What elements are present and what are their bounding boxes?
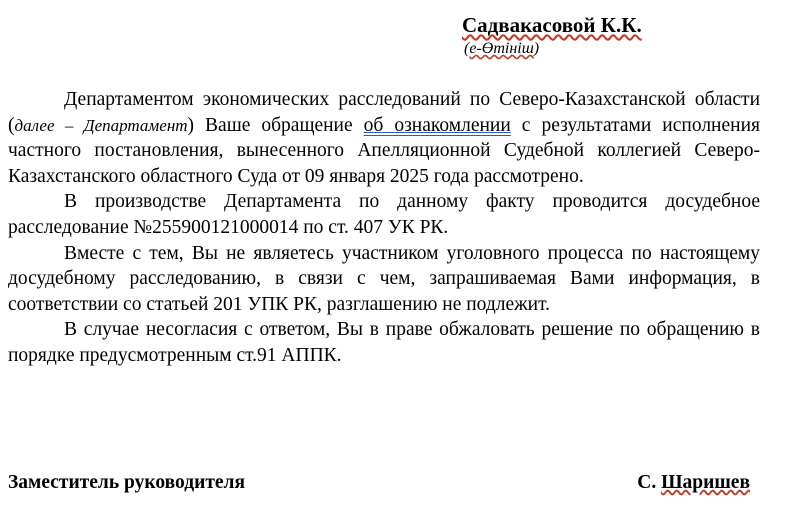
paragraph-2: В производстве Департамента по данному факту проводится досудебное расследование №255900121000014 по ст. 407 УК РК. <box>8 191 760 238</box>
p1-part2: ) Ваше обращение <box>187 114 364 136</box>
paragraph-3: Вместе с тем, Вы не являетесь участником уголовного процесса по настоящему досудебному расследованию, в связи с чем, запрашиваемая Вами информация, в соответствии со статьей 201 УПК РК, разглашению не подлежит. <box>8 242 760 315</box>
signatory-initial: С. <box>637 472 662 493</box>
letter-body <box>8 87 760 369</box>
p1-italic-abbrev: далее – Департамент <box>14 115 188 135</box>
note-close-paren: ) <box>533 40 540 57</box>
paragraph-4: В случае несогласия с ответом, Вы в праве обжаловать решение по обращению в порядке предусмотренным ст.91 АППК. <box>8 319 760 366</box>
p1-part3: с результатами исполнения частного постановления, вынесенного Апелляционной Судебной коллегией Северо-Казахстанского областного Суда от 09 января 2025 года рассмотрено. <box>8 114 760 187</box>
signatory-name <box>637 470 750 496</box>
addressee-block <box>462 12 642 60</box>
addressee-name: Садвакасовой К.К. <box>462 13 642 37</box>
note-word: е-Өтініш <box>469 40 534 57</box>
p1-part1: Департаментом экономических расследований по Северо-Казахстанской области ( <box>8 89 760 136</box>
signatory-surname: Шаришев <box>661 472 750 493</box>
note-open-paren: ( <box>464 40 470 57</box>
signatory-title: Заместитель руководителя <box>8 472 246 493</box>
paragraph-1 <box>8 87 760 189</box>
addressee-note <box>464 38 642 60</box>
p1-underlined-phrase: об ознакомлении <box>363 114 511 136</box>
